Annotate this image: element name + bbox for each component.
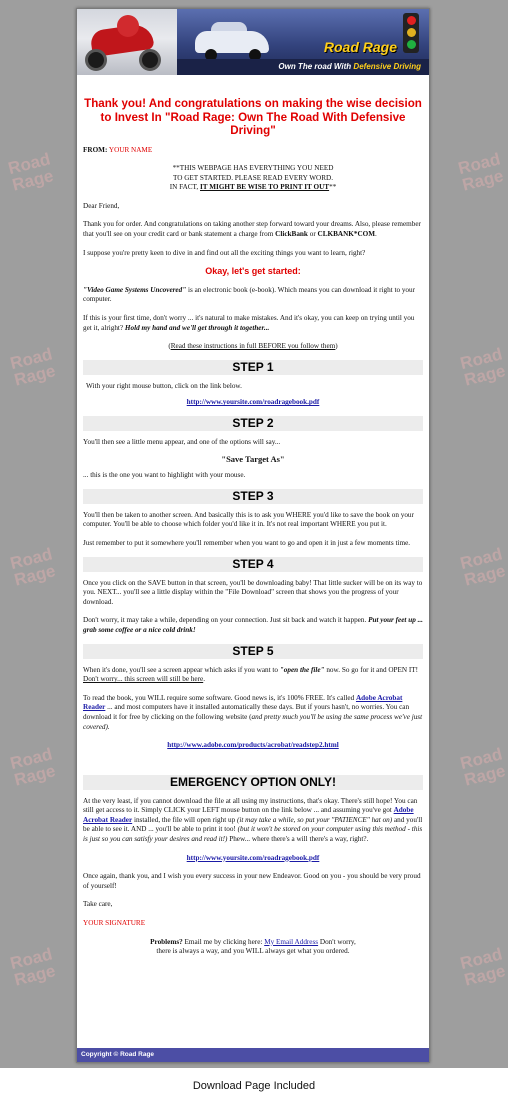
watermark: Road Rage [456, 149, 506, 195]
ebook-download-link[interactable]: http://www.yoursite.com/roadragebook.pdf [186, 398, 320, 407]
email-link[interactable]: My Email Address [264, 937, 319, 946]
watermark: Road Rage [8, 344, 58, 390]
download-page [76, 8, 430, 1063]
watermark: Road Rage [458, 744, 508, 790]
caption: Download Page Included [192, 1080, 316, 1092]
step-heading: STEP 5 [83, 644, 423, 659]
paragraph: When it's done, you'll see a screen appear which asks if you want to "open the file" now. So go for it and OPEN IT! Don't worry... this screen will still be here. [83, 665, 419, 684]
paragraph: You'll then see a little menu appear, and one of the options will say... [83, 438, 281, 446]
step-heading: STEP 3 [83, 489, 423, 504]
section-subhead: Okay, let's get started: [205, 266, 301, 277]
signature: YOUR SIGNATURE [83, 919, 146, 928]
problems-note: Problems? Email me by clicking here: My Email Address Don't worry, there is always a way, and you WILL always get what you ordered. [150, 937, 356, 956]
watermark: Road Rage [6, 149, 56, 195]
save-target-label: "Save Target As" [221, 453, 285, 464]
paragraph: Once you click on the SAVE button in that screen, you'll be downloading baby! That little sucker will be on its way to you. NEXT... you'll see a little display within the "File Download" screen that shows you the progress of your download. [83, 578, 423, 606]
watermark: Road Rage [458, 544, 508, 590]
paragraph: At the very least, if you cannot download the file at all using my instructions, that's okay. There's still hope! You can still get access to it. Simply CLICK your LEFT mouse button on the link below ... and assuming you've got Adobe Acrobat Reader installed, the file will open right up (it may take a while, so put your "PATIENCE" hat on) and you'll be able to see it. AND ... you'll be able to print it too! (but it won't be stored on your computer using this method - this is just so you can satisfy your desires and read it!) Phew... where there's a will there's a way, right?. [83, 796, 423, 844]
from-line: FROM: YOUR NAME [83, 145, 153, 154]
adobe-reader-link[interactable]: Adobe Acrobat Reader [83, 693, 403, 712]
paragraph: Once again, thank you, and I wish you every success in your new Endeavor. Good on you - you should be very proud of yourself! [83, 872, 421, 890]
paragraph: To read the book, you WILL require some software. Good news is, it's 100% FREE. It's called Adobe Acrobat Reader ... and most computers have it installed automatically these days. But if yours hasn't, no worries. You can download it for free by clicking on the following website (and pretty much you'll be using the same process we've just covered). [83, 693, 423, 731]
paragraph: Don't worry, it may take a while, depending on your connection. Just sit back and watch it happen. Put your feet up ... grab some coffee or a nice cold drink! [83, 616, 423, 634]
paragraph: "Video Game Systems Uncovered" is an electronic book (e-book). Which means you can download it right to your computer. [83, 285, 416, 304]
traffic-light-icon [403, 13, 419, 53]
step-heading: STEP 2 [83, 416, 423, 431]
adobe-download-link[interactable]: http://www.adobe.com/products/acrobat/readstep2.html [167, 741, 339, 750]
watermark: Road Rage [458, 944, 508, 990]
watermark: Road Rage [8, 544, 58, 590]
ebook-open-link[interactable]: http://www.yoursite.com/roadragebook.pdf [186, 853, 320, 862]
read-instructions: (Read these instructions in full BEFORE you follow them) [168, 342, 338, 351]
copyright-footer: Copyright © Road Rage [77, 1048, 429, 1062]
paragraph: I suppose you're pretty keen to dive in and find out all the exciting things you want to learn, right? [83, 248, 366, 257]
paragraph: You'll then be taken to another screen. And basically this is to ask you WHERE you'd like to save the book on your computer. You'll be able to choose which folder you'd like it in. It's not real important WHERE you put it. [83, 510, 414, 529]
motorcycle-image [77, 9, 177, 75]
watermark: Road Rage [8, 744, 58, 790]
header-banner [77, 9, 429, 75]
sign-off: Take care, [83, 900, 113, 909]
watermark: Road Rage [458, 344, 508, 390]
greeting: Dear Friend, [83, 201, 120, 210]
paragraph: If this is your first time, don't worry ... it's natural to make mistakes. And it's okay, you can keep on trying until you get it, alright? Hold my hand and we'll get through it together... [83, 314, 415, 332]
paragraph: Just remember to put it somewhere you'll remember when you want to go and open it in just a few moments time. [83, 538, 411, 547]
step-heading: STEP 4 [83, 557, 423, 572]
page-title: Thank you! And congratulations on making the wise decision to Invest In "Road Rage: Own The Road With Defensive Driving" [84, 97, 422, 137]
notice: **THIS WEBPAGE HAS EVERYTHING YOU NEED TO GET STARTED. PLEASE READ EVERY WORD. IN FACT, IT MIGHT BE WISE TO PRINT IT OUT** [169, 164, 337, 192]
adobe-reader-link[interactable]: Adobe Acrobat Reader [83, 806, 414, 824]
emergency-heading: EMERGENCY OPTION ONLY! [83, 775, 423, 790]
watermark: Road Rage [8, 944, 58, 990]
brand-logo: Road Rage [323, 39, 397, 55]
paragraph: Thank you for order. And congratulations on taking another step forward toward your dreams. Also, please remember that you'll see on your credit card or bank statement a charge from ClickBank or CLKBANK*COM. [83, 220, 421, 239]
paragraph: With your right mouse button, click on the link below. [86, 381, 242, 390]
step-heading: STEP 1 [83, 360, 423, 375]
paragraph: ... this is the one you want to highlight with your mouse. [83, 471, 246, 480]
content [77, 146, 429, 957]
tagline: Own The road With Defensive Driving [177, 59, 429, 75]
